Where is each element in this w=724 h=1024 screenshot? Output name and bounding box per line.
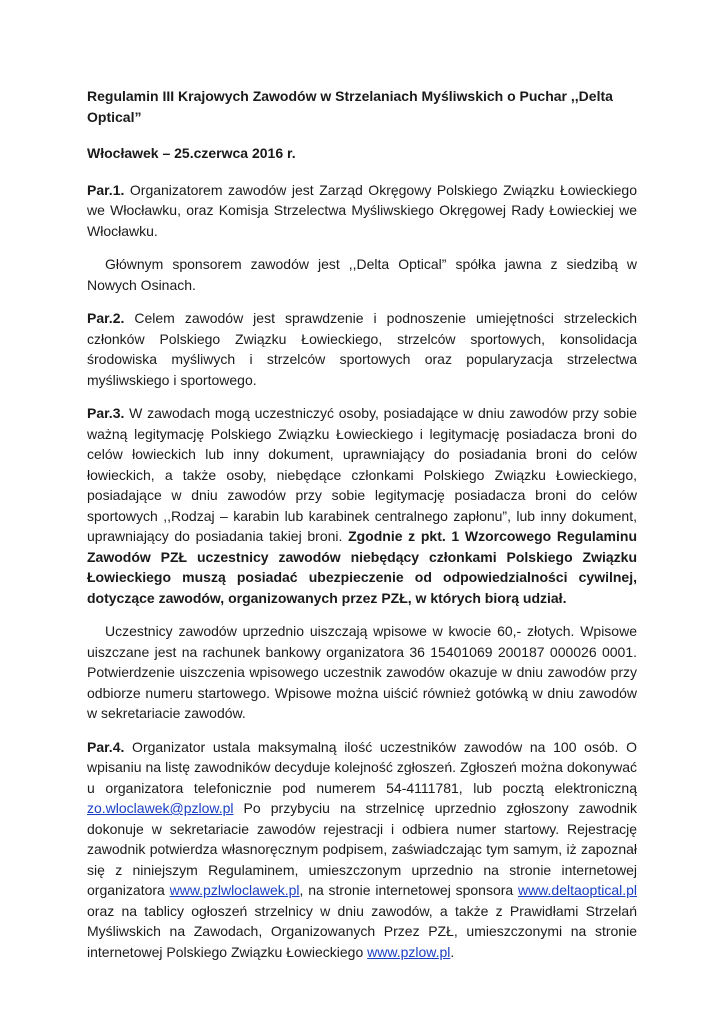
par4-text-1: Organizator ustala maksymalną ilość uczestników zawodów na 100 osób. O wpisaniu na listę zawodników decyduje kolejność zgłoszeń. Zgłoszeń można dokonywać u organizatora telefonicznie pod numerem 54-4111781, lub pocztą elektroniczną — [87, 738, 637, 796]
par2-text: Celem zawodów jest sprawdzenie i podnoszenie umiejętności strzeleckich członków Polskiego Związku Łowieckiego, strzelców sportowych, konsolidacja środowiska myśliwych i strzelców sportowych oraz popularyzacja strzelectwa myśliwskiego i sportowego. — [87, 310, 637, 388]
par1-label: Par.1. — [87, 181, 125, 198]
pzlow-website-link[interactable]: www.pzlow.pl — [367, 943, 451, 960]
par4-text-3: , na stronie internetowej sponsora — [299, 882, 518, 898]
par4-label: Par.4. — [87, 738, 125, 755]
paragraph-4 — [87, 737, 649, 963]
paragraph-2 — [87, 308, 637, 390]
par3-insurance-note: Zgodnie z pkt. 1 Wzorcowego Regulaminu Zawodów PZŁ uczestnicy zawodów niebędący członkami Polskiego Związku Łowieckiego muszą posiadać ubezpieczenie od odpowiedzialności cywilnej, dotyczące zawodów, organizowanych przez PZŁ, w których biorą udział. — [87, 528, 637, 606]
email-link[interactable]: zo.wloclawek@pzlow.pl — [87, 800, 234, 816]
par2-label: Par.2. — [87, 310, 125, 326]
sponsor-website-link[interactable]: www.deltaoptical.pl — [517, 882, 638, 898]
par1-text: Organizatorem zawodów jest Zarząd Okręgowy Polskiego Związku Łowieckiego we Włocławku, oraz Komisja Strzelectwa Myśliwskiego Okręgowej Rady Łowieckiej we Włocławku. — [87, 181, 637, 239]
organizer-website-link[interactable]: www.pzlwloclawek.pl — [169, 882, 300, 898]
par3-text: W zawodach mogą uczestniczyć osoby, posiadające w dniu zawodów przy sobie ważną legitymację Polskiego Związku Łowieckiego i legitymację posiadacza broni do celów łowieckich lub inny dokument, uprawniający do posiadania broni do celów łowieckich, a także osoby, niebędące członkami Polskiego Związku Łowieckiego, posiadające w dniu zawodów przy sobie legitymację posiadacza broni do celów sportowych ,,Rodzaj – karabin lub karabinek centralnego zapłonu”, lub inny dokument, uprawniający do posiadania takiej broni. — [87, 405, 637, 544]
par4-text-5: . — [450, 943, 455, 960]
paragraph-3 — [87, 403, 637, 608]
paragraph-3-fee: Uczestnicy zawodów uprzednio uiszczają wpisowe w kwocie 60,- złotych. Wpisowe uiszczane jest na rachunek bankowy organizatora 36 15401069 200187 000026 0001. Potwierdzenie uiszczenia wpisowego uczestnik zawodów okazuje w dniu zawodów przy odbiorze numeru startowego. Wpisowe można uiścić również gotówką w dniu zawodów w sekretariacie zawodów. — [87, 623, 637, 721]
paragraph-1-sponsor: Głównym sponsorem zawodów jest ,,Delta Optical” spółka jawna z siedzibą w Nowych Osinach. — [87, 256, 637, 293]
par3-label: Par.3. — [87, 405, 125, 421]
city-date: Włocławek – 25.czerwca 2016 r. — [87, 145, 296, 161]
par4-text-2: Po przybyciu na strzelnicę uprzednio zgłoszony zawodnik dokonuje w sekretariacie zawodów rejestracji i odbiera numer startowy. Rejestrację zawodnik potwierdza własnoręcznym podpisem, zaświadczając tym samym, iż zapoznał się z niniejszym Regulaminem, umieszczonym uprzednio na stronie internetowej organizatora — [87, 800, 637, 898]
paragraph-1 — [87, 180, 637, 242]
document-title: Regulamin III Krajowych Zawodów w Strzelaniach Myśliwskich o Puchar ,,Delta Optical” — [87, 88, 613, 125]
par4-text-4: oraz na tablicy ogłoszeń strzelnicy w dniu zawodów, a także z Prawidłami Strzelań Myśliwskich na Zawodach, Organizowanych Przez PZŁ, umieszczonymi na stronie internetowej Polskiego Związku Łowieckiego — [87, 882, 649, 960]
